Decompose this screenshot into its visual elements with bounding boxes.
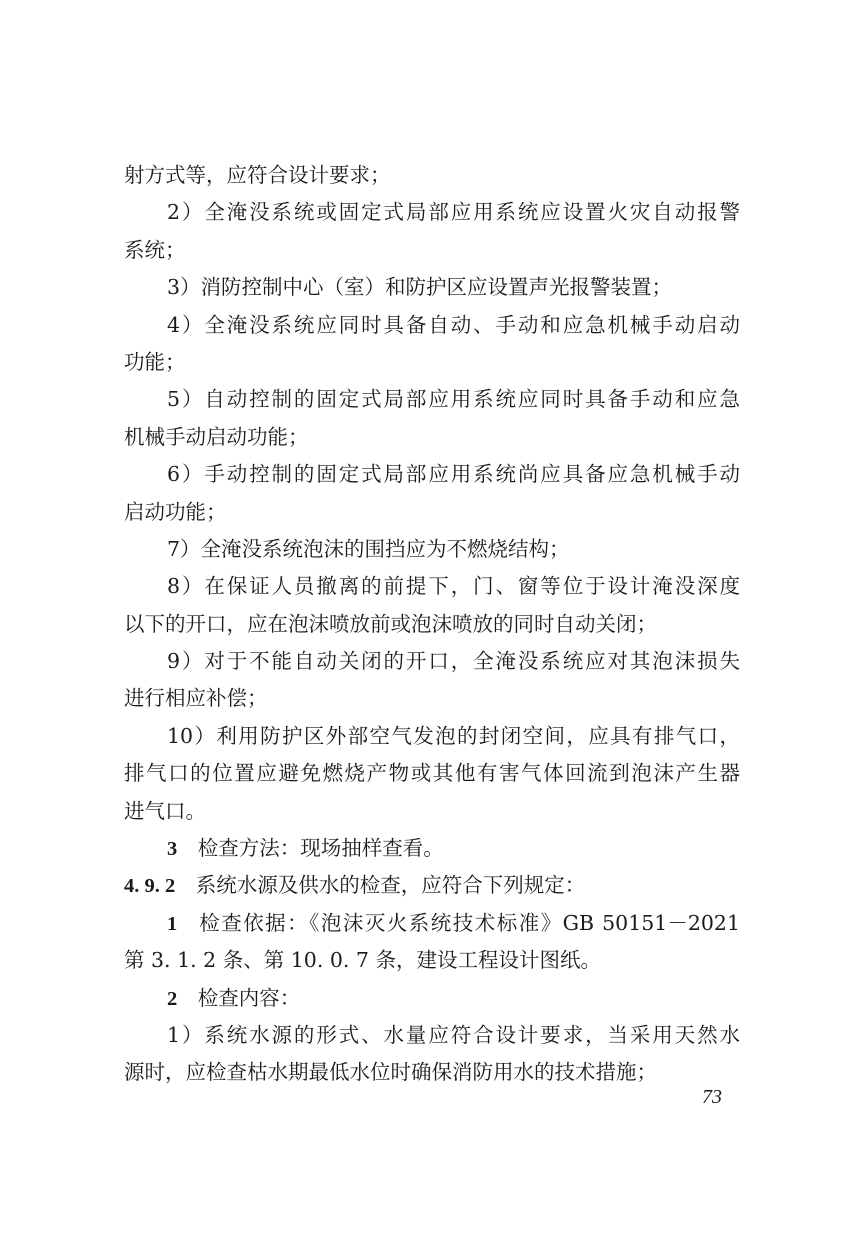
line-text: 源时，应检查枯水期最低水位时确保消防用水的技术措施； xyxy=(124,1060,657,1085)
line-text: 启动功能； xyxy=(124,499,227,524)
text-line-21 xyxy=(124,905,740,942)
section-title: 系统水源及供水的检查，应符合下列规定： xyxy=(195,873,586,898)
body-text xyxy=(124,157,740,1092)
text-line-3 xyxy=(124,232,740,269)
text-line-9 xyxy=(124,456,740,493)
text-line-22 xyxy=(124,942,740,979)
line-text: 检查内容： xyxy=(197,985,301,1010)
text-line-15 xyxy=(124,680,740,717)
line-text: 7）全淹没系统泡沫的围挡应为不燃烧结构； xyxy=(167,536,570,561)
line-text: 5）自动控制的固定式局部应用系统应同时具备手动和应急 xyxy=(167,387,740,412)
line-text: 9）对于不能自动关闭的开口，全淹没系统应对其泡沫损失 xyxy=(167,649,740,674)
text-line-4 xyxy=(124,269,740,306)
line-text: 系统； xyxy=(124,237,186,262)
item-number: 2 xyxy=(167,987,178,1010)
line-text: 进行相应补偿； xyxy=(124,686,268,711)
line-text: 机械手动启动功能； xyxy=(124,424,309,449)
text-line-23 xyxy=(124,980,740,1017)
line-text: 检查方法：现场抽样查看。 xyxy=(197,836,444,861)
text-line-2 xyxy=(124,194,740,231)
line-text: 功能； xyxy=(124,349,186,374)
line-text: 检查依据：《泡沫灭火系统技术标准》GB 50151－2021 xyxy=(197,910,740,935)
text-line-17 xyxy=(124,755,740,792)
text-line-5 xyxy=(124,307,740,344)
item-number: 3 xyxy=(167,838,178,861)
text-line-12 xyxy=(124,568,740,605)
section-heading-4-9-2 xyxy=(124,867,740,904)
text-line-6 xyxy=(124,344,740,381)
text-line-10 xyxy=(124,494,740,531)
line-text: 进气口。 xyxy=(124,798,206,823)
text-line-24 xyxy=(124,1017,740,1054)
text-line-1 xyxy=(124,157,740,194)
text-line-19 xyxy=(124,830,740,867)
text-line-18 xyxy=(124,793,740,830)
text-line-7 xyxy=(124,381,740,418)
line-text: 射方式等，应符合设计要求； xyxy=(124,163,391,187)
page-number: 73 xyxy=(702,1086,722,1108)
line-text: 8）在保证人员撤离的前提下，门、窗等位于设计淹没深度 xyxy=(167,574,740,599)
line-text: 第 3. 1. 2 条、第 10. 0. 7 条，建设工程设计图纸。 xyxy=(124,948,601,973)
item-number: 1 xyxy=(167,912,178,935)
section-number: 4. 9. 2 xyxy=(124,875,176,898)
line-text: 4）全淹没系统应同时具备自动、手动和应急机械手动启动 xyxy=(167,312,740,337)
text-line-16 xyxy=(124,718,740,755)
line-text: 3）消防控制中心（室）和防护区应设置声光报警装置； xyxy=(167,275,673,300)
line-text: 2）全淹没系统或固定式局部应用系统应设置火灾自动报警 xyxy=(167,200,740,225)
line-text: 10）利用防护区外部空气发泡的封闭空间，应具有排气口， xyxy=(167,723,740,748)
line-text: 以下的开口，应在泡沫喷放前或泡沫喷放的同时自动关闭； xyxy=(124,611,657,636)
line-text: 排气口的位置应避免燃烧产物或其他有害气体回流到泡沫产生器 xyxy=(124,761,740,786)
line-text: 1）系统水源的形式、水量应符合设计要求，当采用天然水 xyxy=(167,1022,740,1047)
text-line-13 xyxy=(124,606,740,643)
text-line-14 xyxy=(124,643,740,680)
text-line-8 xyxy=(124,419,740,456)
text-line-11 xyxy=(124,531,740,568)
line-text: 6）手动控制的固定式局部应用系统尚应具备应急机械手动 xyxy=(167,462,740,487)
